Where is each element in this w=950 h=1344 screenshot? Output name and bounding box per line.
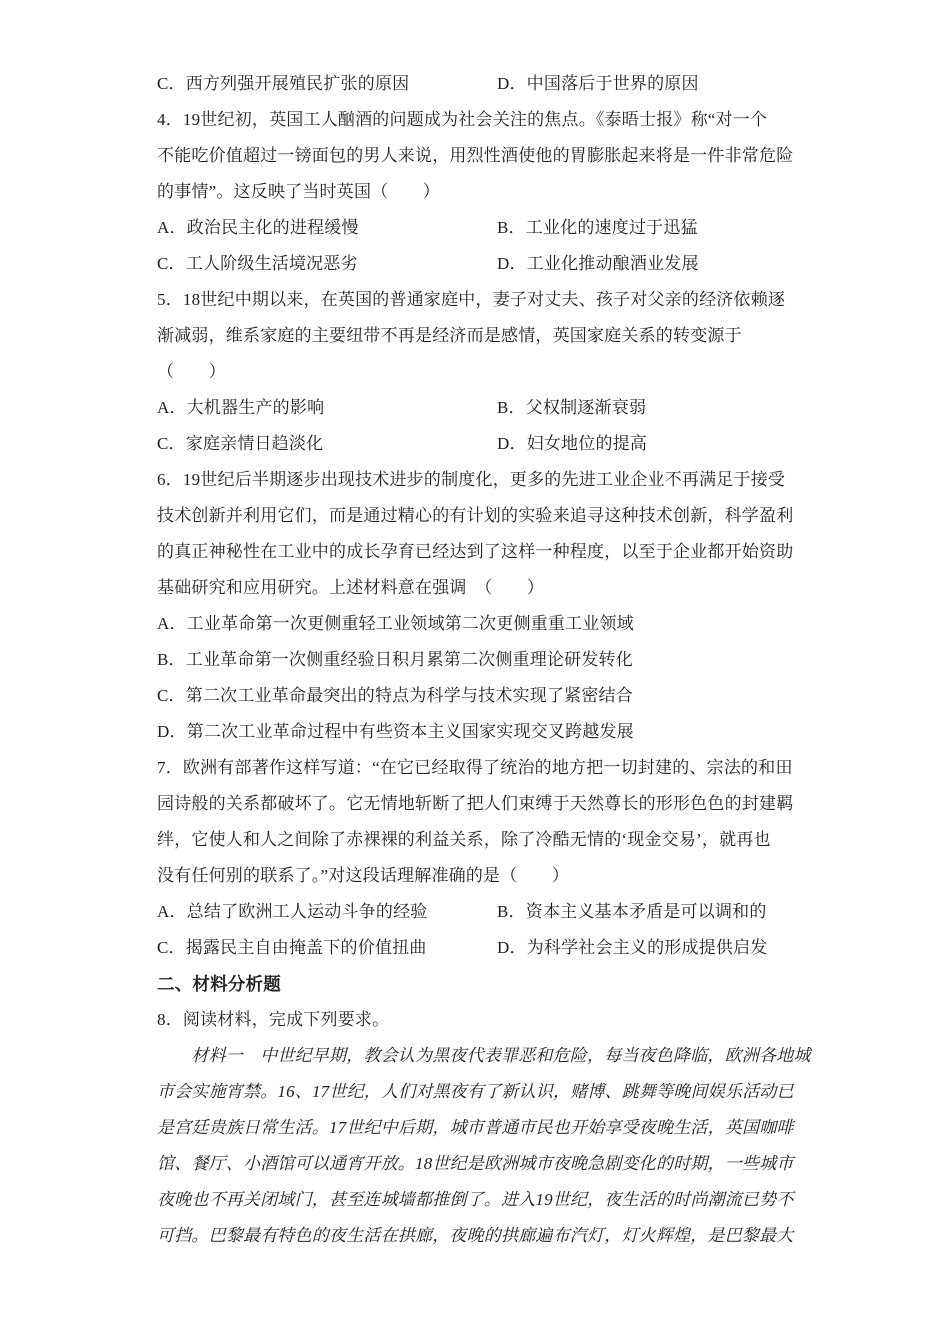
q6-stem-line-4: 基础研究和应用研究。上述材料意在强调 （ ） [157,578,545,597]
q7-stem-line-4: 没有任何别的联系了。”对这段话理解准确的是（ ） [157,866,570,885]
q5-options-ab-right: B．父权制逐渐衰弱 [497,398,647,417]
q8-material-1-line-6: 可挡。巴黎最有特色的夜生活在拱廊，夜晚的拱廊遍布汽灯，灯火辉煌，是巴黎最大 [157,1226,794,1245]
section-2-heading: 二、材料分析题 [157,974,281,994]
q6-option-c: C．第二次工业革命最突出的特点为科学与技术实现了紧密结合 [157,686,633,705]
q4-stem-line-1: 4．19世纪初，英国工人酗酒的问题成为社会关注的焦点。《泰晤士报》称“对一个 [157,110,768,129]
q6-stem-line-1: 6．19世纪后半期逐步出现技术进步的制度化，更多的先进工业企业不再满足于接受 [157,470,786,489]
q4-options-ab [157,210,800,246]
q3-options-cd-right: D．中国落后于世界的原因 [497,74,699,93]
q7-options-cd [157,930,800,966]
q6-stem-line-2: 技术创新并利用它们，而是通过精心的有计划的实验来追寻这种技术创新，科学盈利 [157,506,794,525]
q5-options-cd-left: C．家庭亲情日趋淡化 [157,434,324,453]
q8-material-1-line-3: 是宫廷贵族日常生活。17世纪中后期，城市普通市民也开始享受夜晚生活，英国咖啡 [157,1118,794,1137]
q7-stem-line-1: 7．欧洲有部著作这样写道：“在它已经取得了统治的地方把一切封建的、宗法的和田 [157,758,793,777]
q8-material-1-line-2: 市会实施宵禁。16、17世纪，人们对黑夜有了新认识，赌博、跳舞等晚间娱乐活动已 [157,1082,794,1101]
q4-options-ab-left: A．政治民主化的进程缓慢 [157,218,359,237]
q5-options-cd [157,426,800,462]
q4-options-ab-right: B．工业化的速度过于迅猛 [497,218,698,237]
q3-options-cd [157,66,800,102]
q8-prompt: 8．阅读材料，完成下列要求。 [157,1010,390,1029]
q7-stem-line-3: 绊，它使人和人之间除了赤裸裸的利益关系，除了冷酷无情的‘现金交易’，就再也 [157,830,771,849]
q7-options-cd-right: D．为科学社会主义的形成提供启发 [497,938,768,957]
q5-options-cd-right: D．妇女地位的提高 [497,434,648,453]
q4-options-cd [157,246,800,282]
q4-options-cd-left: C．工人阶级生活境况恶劣 [157,254,358,273]
q7-options-ab-left: A．总结了欧洲工人运动斗争的经验 [157,902,428,921]
q6-option-b: B．工业革命第一次侧重经验日积月累第二次侧重理论研发转化 [157,650,633,669]
q6-option-d: D．第二次工业革命过程中有些资本主义国家实现交叉跨越发展 [157,722,634,741]
q5-stem-line-1: 5．18世纪中期以来，在英国的普通家庭中，妻子对丈夫、孩子对父亲的经济依赖逐 [157,290,786,309]
q8-material-1-line-4: 馆、餐厅、小酒馆可以通宵开放。18世纪是欧洲城市夜晚急剧变化的时期，一些城市 [157,1154,794,1173]
q6-stem-line-3: 的真正神秘性在工业中的成长孕育已经达到了这样一种程度，以至于企业都开始资助 [157,542,794,561]
q4-stem-line-3: 的事情”。这反映了当时英国（ ） [157,182,440,201]
q6-option-a: A．工业革命第一次更侧重轻工业领域第二次更侧重重工业领域 [157,614,634,633]
q7-options-cd-left: C．揭露民主自由掩盖下的价值扭曲 [157,938,427,957]
q3-options-cd-left: C．西方列强开展殖民扩张的原因 [157,74,410,93]
q8-material-1-line-1: 材料一 中世纪早期，教会认为黑夜代表罪恶和危险，每当夜色降临，欧洲各地城 [157,1046,811,1065]
q7-options-ab [157,894,800,930]
q5-options-ab-left: A．大机器生产的影响 [157,398,325,417]
q8-material-1-line-5: 夜晚也不再关闭域门，甚至连城墙都推倒了。进入19世纪，夜生活的时尚潮流已势不 [157,1190,794,1209]
q5-stem-line-2: 渐减弱，维系家庭的主要纽带不再是经济而是感情，英国家庭关系的转变源于 [157,326,742,345]
document-content [157,66,811,1254]
q4-stem-line-2: 不能吃价值超过一镑面包的男人来说，用烈性酒使他的胃膨胀起来将是一件非常危险 [157,146,794,165]
q5-options-ab [157,390,800,426]
q7-options-ab-right: B．资本主义基本矛盾是可以调和的 [497,902,767,921]
q4-options-cd-right: D．工业化推动酿酒业发展 [497,254,699,273]
q5-stem-line-3: （ ） [157,362,226,381]
q7-stem-line-2: 园诗般的关系都破坏了。它无情地斩断了把人们束缚于天然尊长的形形色色的封建羁 [157,794,794,813]
